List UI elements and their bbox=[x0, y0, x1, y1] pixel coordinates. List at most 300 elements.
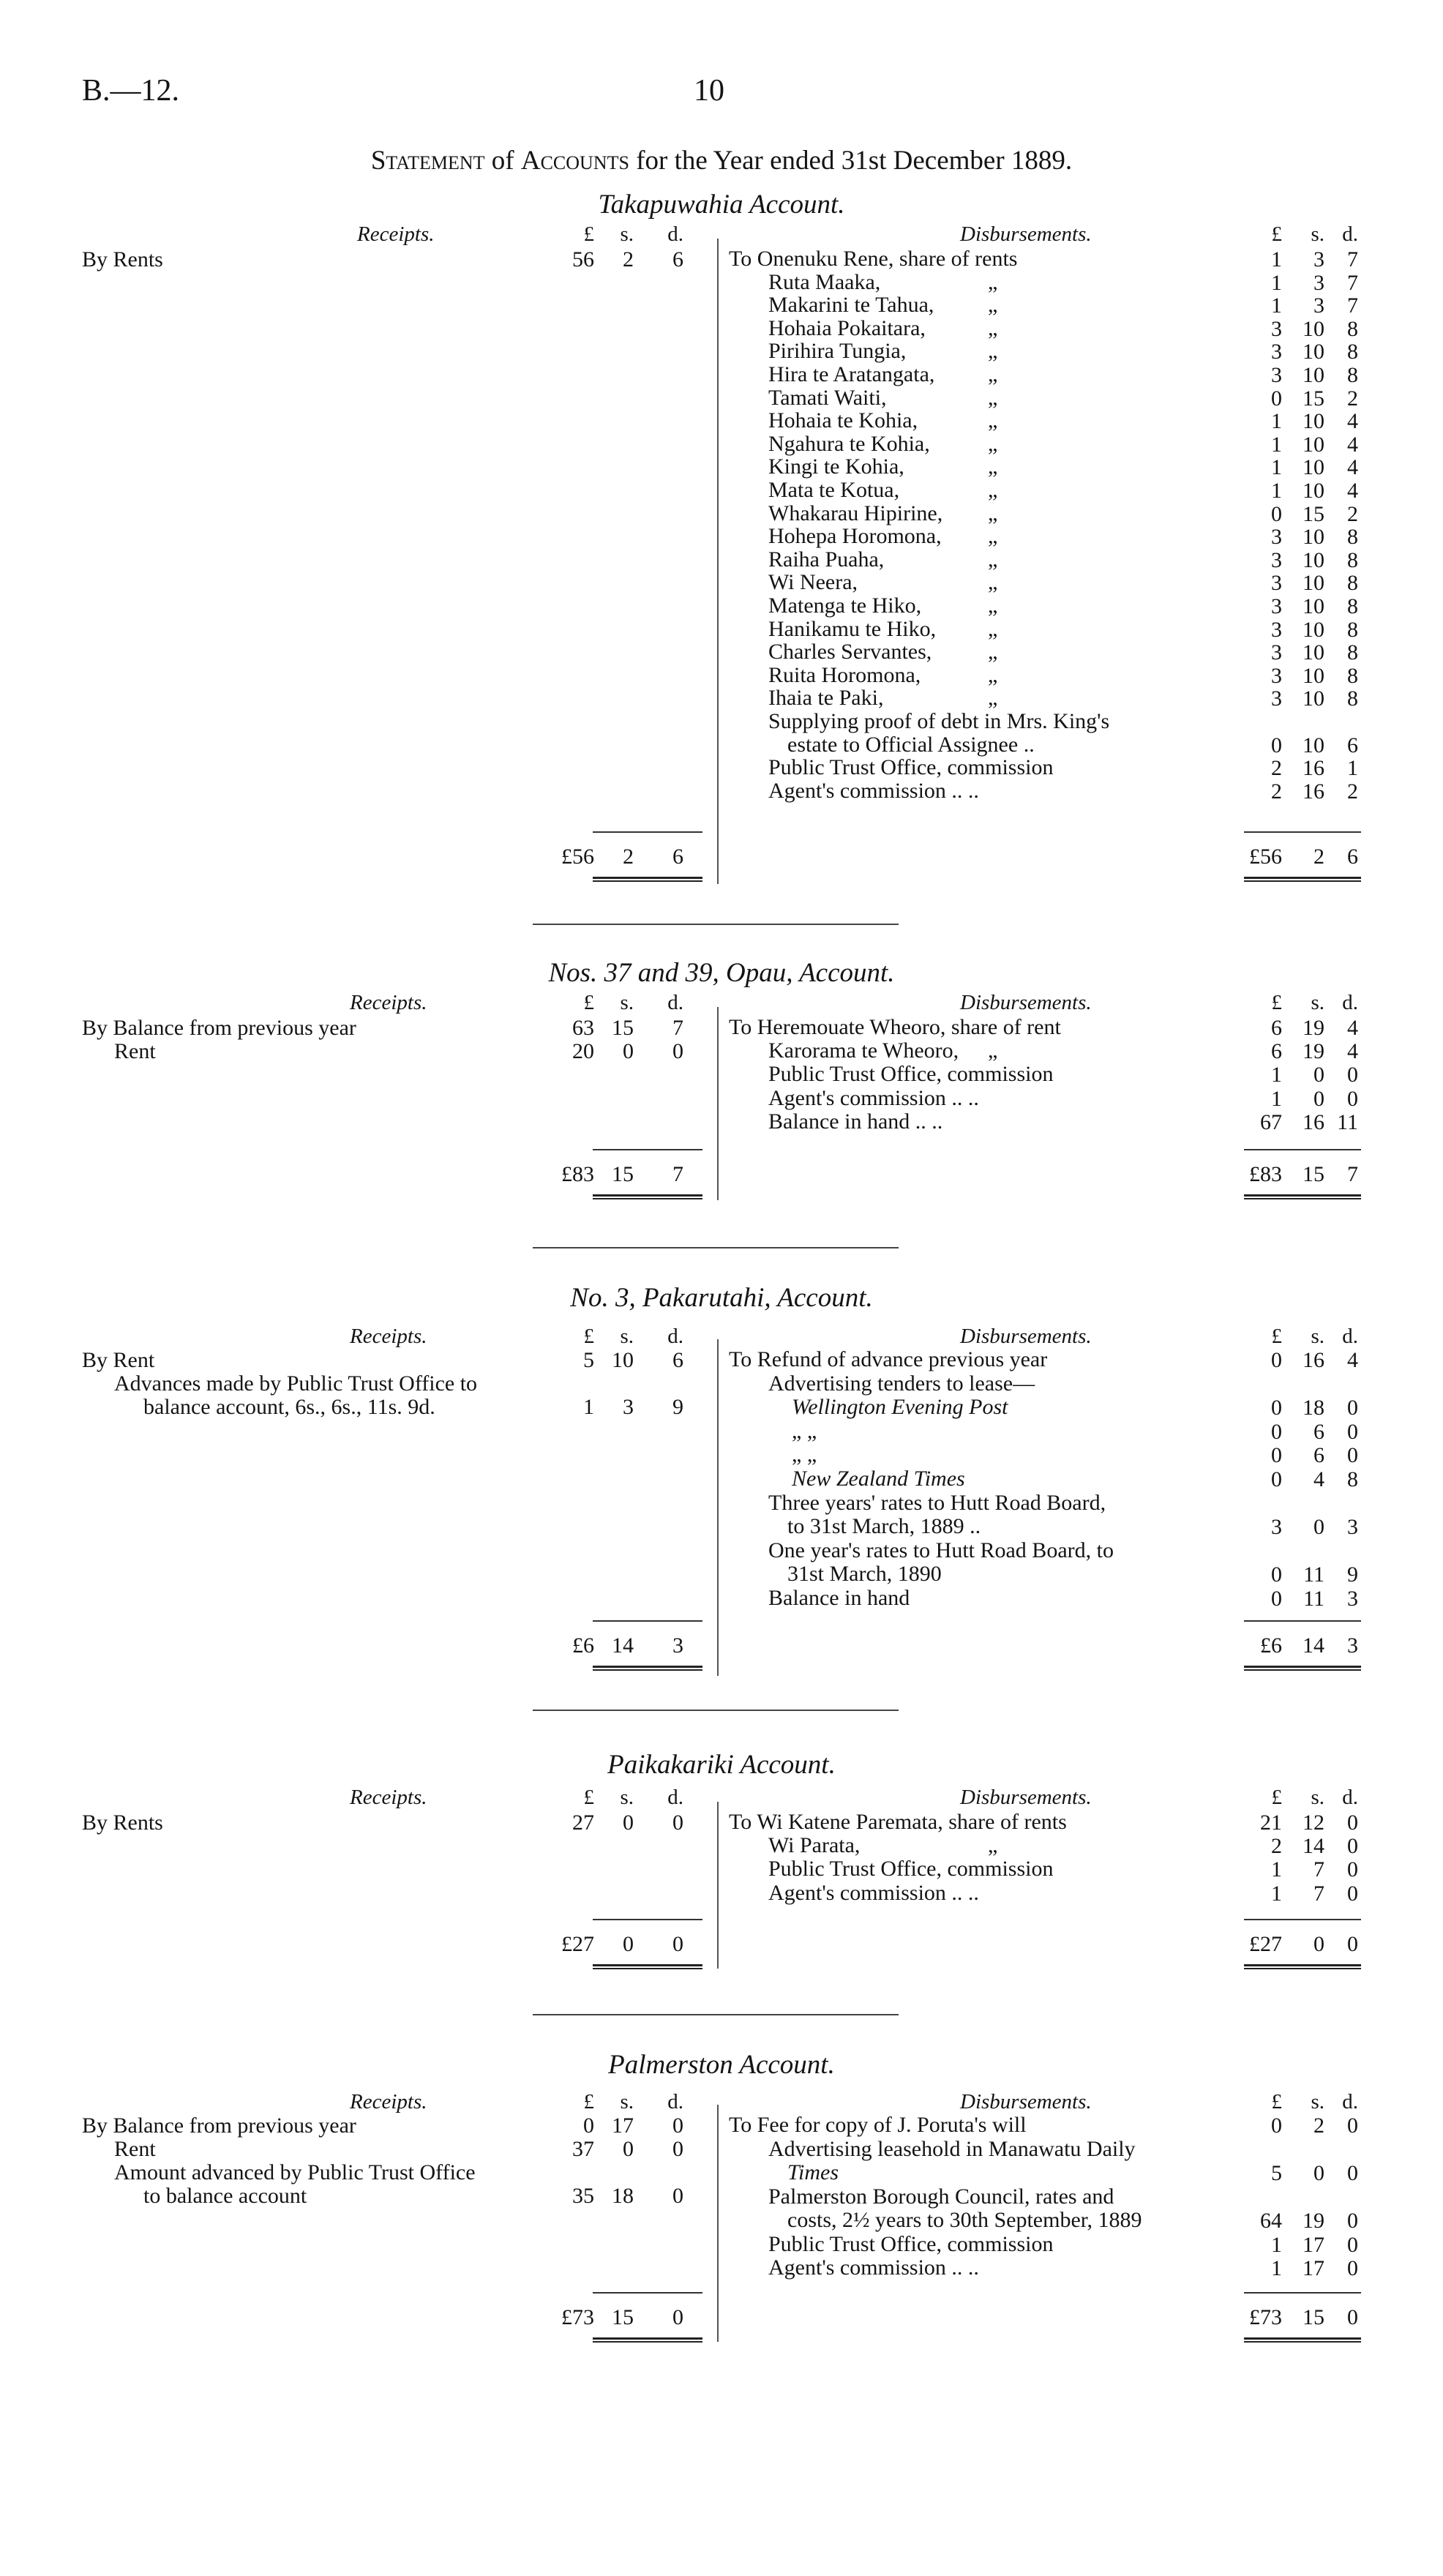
disbursement-row bbox=[729, 1016, 1212, 1039]
disbursement-shillings: 10 bbox=[1303, 663, 1324, 688]
disbursement-row bbox=[729, 1372, 1212, 1396]
disbursement-pence: 8 bbox=[1347, 1467, 1358, 1491]
disbursement-pounds: 67 bbox=[1260, 1109, 1282, 1134]
disbursement-pence: 8 bbox=[1347, 686, 1358, 711]
disbursement-row bbox=[729, 664, 1212, 687]
disbursements-total-pounds: £56 bbox=[1249, 845, 1282, 869]
ditto-mark: „ bbox=[988, 431, 998, 456]
ditto-mark: „ bbox=[988, 686, 998, 711]
disbursement-pounds: 2 bbox=[1271, 779, 1282, 804]
disbursement-pence: 8 bbox=[1347, 316, 1358, 341]
disbursement-row bbox=[729, 1857, 1212, 1881]
ditto-mark: „ bbox=[988, 501, 998, 525]
receipts-header: Receipts. bbox=[357, 222, 435, 246]
disbursement-pounds: 2 bbox=[1271, 1834, 1282, 1859]
disbursement-label: costs, 2½ years to 30th September, 1889 bbox=[787, 2208, 1142, 2232]
disbursement-pence: 0 bbox=[1347, 2113, 1358, 2138]
receipt-pence: 0 bbox=[672, 1039, 683, 1063]
disbursement-row bbox=[729, 1396, 1212, 1419]
receipts-header: Receipts. bbox=[350, 2090, 427, 2113]
disbursement-pounds: 6 bbox=[1271, 1016, 1282, 1040]
shilling-symbol: s. bbox=[620, 1325, 634, 1348]
disbursement-pence: 4 bbox=[1347, 1348, 1358, 1372]
receipt-pounds: 27 bbox=[572, 1811, 594, 1835]
disbursement-label: Hohaia te Kohia, bbox=[768, 408, 918, 433]
disbursement-label: Agent's commission .. .. bbox=[768, 2255, 979, 2280]
disbursements-total-rule bbox=[1244, 877, 1361, 882]
disbursement-pounds: 3 bbox=[1271, 594, 1282, 618]
disbursement-row bbox=[729, 1348, 1212, 1371]
disbursement-pounds: 1 bbox=[1271, 2256, 1282, 2280]
disbursement-pounds: 0 bbox=[1271, 2113, 1282, 2138]
disbursement-label: „ „ bbox=[792, 1442, 817, 1467]
shilling-symbol: s. bbox=[1311, 222, 1324, 246]
ditto-mark: „ bbox=[988, 616, 998, 641]
disbursement-pounds: 1 bbox=[1271, 409, 1282, 434]
disbursements-header: Disbursements. bbox=[960, 2090, 1092, 2113]
disbursements-total-pence: 6 bbox=[1347, 845, 1358, 869]
receipt-shillings: 2 bbox=[623, 247, 634, 272]
disbursement-shillings: 10 bbox=[1303, 594, 1324, 618]
disbursement-pounds: 64 bbox=[1260, 2209, 1282, 2233]
receipts-header: Receipts. bbox=[350, 991, 427, 1014]
disbursement-pence: 0 bbox=[1347, 1834, 1358, 1859]
disbursements-total-pence: 7 bbox=[1347, 1162, 1358, 1186]
receipt-shillings: 0 bbox=[623, 1039, 634, 1063]
receipt-pence: 0 bbox=[672, 1811, 683, 1835]
disbursement-pounds: 3 bbox=[1271, 1515, 1282, 1540]
receipts-total-shillings: 15 bbox=[612, 1162, 634, 1186]
disbursement-label: To Fee for copy of J. Poruta's will bbox=[729, 2113, 1027, 2137]
document-code: B.—12. bbox=[82, 74, 180, 108]
disbursement-shillings: 10 bbox=[1303, 686, 1324, 711]
ditto-mark: „ bbox=[988, 662, 998, 687]
disbursement-shillings: 6 bbox=[1313, 1443, 1324, 1468]
receipts-subtotal-rule bbox=[593, 1149, 702, 1150]
disbursement-row bbox=[729, 1420, 1212, 1443]
disbursement-row bbox=[729, 1562, 1212, 1586]
disbursement-label: Public Trust Office, commission bbox=[768, 1062, 1054, 1087]
disbursement-pence: 2 bbox=[1347, 779, 1358, 804]
disbursement-label: Public Trust Office, commission bbox=[768, 755, 1054, 780]
disbursement-row bbox=[729, 571, 1212, 594]
disbursement-shillings: 2 bbox=[1313, 2113, 1324, 2138]
receipts-subtotal-rule bbox=[593, 1620, 702, 1622]
disbursement-shillings: 14 bbox=[1303, 1834, 1324, 1859]
disbursement-shillings: 19 bbox=[1303, 1016, 1324, 1040]
receipt-shillings: 10 bbox=[612, 1348, 634, 1372]
disbursement-pence: 0 bbox=[1347, 2232, 1358, 2257]
disbursement-pence: 1 bbox=[1347, 756, 1358, 781]
disbursement-pence: 4 bbox=[1347, 1039, 1358, 1064]
disbursement-row bbox=[729, 317, 1212, 340]
disbursement-label: To Refund of advance previous year bbox=[729, 1347, 1048, 1371]
ditto-mark: „ bbox=[988, 385, 998, 410]
account-title: Palmerston Account. bbox=[608, 2050, 835, 2080]
disbursement-shillings: 7 bbox=[1313, 1881, 1324, 1906]
disbursement-pounds: 3 bbox=[1271, 316, 1282, 341]
ditto-mark: „ bbox=[988, 293, 998, 318]
disbursements-total-rule bbox=[1244, 1194, 1361, 1199]
disbursements-total-rule bbox=[1244, 2337, 1361, 2343]
disbursement-pence: 7 bbox=[1347, 270, 1358, 295]
receipt-pounds: 37 bbox=[572, 2137, 594, 2161]
disbursements-header: Disbursements. bbox=[960, 991, 1092, 1014]
disbursement-row bbox=[729, 1467, 1212, 1491]
receipt-label: By Balance from previous year bbox=[82, 1016, 356, 1040]
disbursement-label: Ngahura te Kohia, bbox=[768, 431, 930, 456]
receipt-pounds: 5 bbox=[583, 1348, 594, 1372]
shilling-symbol: s. bbox=[620, 991, 634, 1014]
disbursement-label: Hira te Aratangata, bbox=[768, 362, 935, 386]
disbursement-shillings: 10 bbox=[1303, 525, 1324, 550]
disbursement-shillings: 10 bbox=[1303, 733, 1324, 757]
disbursements-subtotal-rule bbox=[1244, 1919, 1361, 1920]
disbursement-pence: 8 bbox=[1347, 340, 1358, 364]
receipts-total-rule bbox=[593, 2337, 702, 2343]
disbursement-label: estate to Official Assignee .. bbox=[787, 732, 1035, 757]
pound-symbol: £ bbox=[1271, 1325, 1282, 1348]
receipt-label: balance account, 6s., 6s., 11s. 9d. bbox=[143, 1395, 435, 1419]
disbursement-label: Times bbox=[787, 2160, 839, 2184]
disbursement-row bbox=[729, 455, 1212, 479]
receipts-subtotal-rule bbox=[593, 2292, 702, 2294]
pound-symbol: £ bbox=[583, 2090, 594, 2113]
disbursement-row bbox=[729, 1811, 1212, 1834]
pence-symbol: d. bbox=[1342, 2090, 1358, 2113]
pence-symbol: d. bbox=[667, 2090, 683, 2113]
disbursement-row bbox=[729, 1063, 1212, 1086]
section-separator bbox=[533, 924, 899, 925]
column-rule bbox=[717, 1007, 719, 1200]
receipts-total-rule bbox=[593, 877, 702, 882]
receipt-shillings: 3 bbox=[623, 1395, 634, 1419]
disbursement-shillings: 10 bbox=[1303, 409, 1324, 434]
disbursement-pounds: 1 bbox=[1271, 293, 1282, 318]
disbursement-pence: 3 bbox=[1347, 1587, 1358, 1611]
shilling-symbol: s. bbox=[1311, 2090, 1324, 2113]
disbursement-pounds: 0 bbox=[1271, 386, 1282, 411]
disbursement-pounds: 0 bbox=[1271, 733, 1282, 757]
disbursement-row bbox=[729, 2113, 1212, 2137]
disbursement-label: Balance in hand .. .. bbox=[768, 1109, 943, 1134]
disbursements-header: Disbursements. bbox=[960, 1325, 1092, 1348]
disbursements-total-pence: 3 bbox=[1347, 1633, 1358, 1658]
disbursement-shillings: 10 bbox=[1303, 479, 1324, 503]
pound-symbol: £ bbox=[1271, 991, 1282, 1014]
disbursements-total-shillings: 15 bbox=[1303, 2305, 1324, 2329]
disbursement-label: Tamati Waiti, bbox=[768, 385, 887, 410]
column-rule bbox=[717, 2105, 719, 2342]
disbursement-row bbox=[729, 2138, 1212, 2161]
receipts-total-pounds: £6 bbox=[572, 1633, 594, 1658]
disbursement-pounds: 21 bbox=[1260, 1811, 1282, 1835]
disbursement-label: Mata te Kotua, bbox=[768, 478, 900, 502]
disbursement-shillings: 10 bbox=[1303, 316, 1324, 341]
receipt-shillings: 18 bbox=[612, 2184, 634, 2208]
disbursement-pounds: 1 bbox=[1271, 247, 1282, 272]
title-word-statement: Statement bbox=[370, 146, 485, 176]
receipt-shillings: 0 bbox=[623, 1811, 634, 1835]
disbursement-pence: 2 bbox=[1347, 501, 1358, 526]
disbursement-label: New Zealand Times bbox=[792, 1467, 965, 1491]
disbursement-row bbox=[729, 779, 1212, 803]
receipt-pence: 0 bbox=[672, 2184, 683, 2208]
disbursement-pounds: 2 bbox=[1271, 756, 1282, 781]
ditto-mark: „ bbox=[988, 339, 998, 364]
column-rule bbox=[717, 1802, 719, 1969]
pence-symbol: d. bbox=[1342, 1325, 1358, 1348]
disbursement-label: Three years' rates to Hutt Road Board, bbox=[768, 1490, 1106, 1515]
disbursement-pounds: 0 bbox=[1271, 1587, 1282, 1611]
disbursement-pence: 8 bbox=[1347, 640, 1358, 665]
disbursement-pence: 0 bbox=[1347, 1396, 1358, 1420]
ditto-mark: „ bbox=[988, 1038, 998, 1063]
disbursement-shillings: 10 bbox=[1303, 363, 1324, 387]
disbursement-pounds: 3 bbox=[1271, 340, 1282, 364]
disbursement-label: Agent's commission .. .. bbox=[768, 1880, 979, 1905]
disbursement-label: To Heremouate Wheoro, share of rent bbox=[729, 1015, 1061, 1039]
column-rule bbox=[717, 239, 719, 884]
disbursement-shillings: 0 bbox=[1313, 1515, 1324, 1540]
disbursement-pounds: 0 bbox=[1271, 1396, 1282, 1420]
disbursement-pence: 8 bbox=[1347, 594, 1358, 618]
receipt-pounds: 63 bbox=[572, 1016, 594, 1040]
disbursement-row bbox=[729, 618, 1212, 641]
ditto-mark: „ bbox=[988, 524, 998, 549]
receipt-label: Rent bbox=[114, 1039, 156, 1063]
disbursement-row bbox=[729, 594, 1212, 618]
disbursement-pence: 7 bbox=[1347, 247, 1358, 272]
disbursement-shillings: 6 bbox=[1313, 1419, 1324, 1444]
disbursements-total-pence: 0 bbox=[1347, 2305, 1358, 2329]
ditto-mark: „ bbox=[988, 1833, 998, 1858]
disbursement-label: One year's rates to Hutt Road Board, to bbox=[768, 1538, 1114, 1562]
disbursements-subtotal-rule bbox=[1244, 831, 1361, 833]
disbursement-shillings: 11 bbox=[1303, 1587, 1324, 1611]
disbursement-shillings: 17 bbox=[1303, 2256, 1324, 2280]
receipt-label: By Rents bbox=[82, 247, 163, 272]
receipts-total-pounds: £83 bbox=[561, 1162, 594, 1186]
disbursement-pence: 8 bbox=[1347, 525, 1358, 550]
disbursement-shillings: 16 bbox=[1303, 1348, 1324, 1372]
disbursement-label: Makarini te Tahua, bbox=[768, 293, 934, 318]
receipts-total-rule bbox=[593, 1194, 702, 1199]
receipt-pounds: 35 bbox=[572, 2184, 594, 2208]
pence-symbol: d. bbox=[667, 991, 683, 1014]
disbursement-pence: 0 bbox=[1347, 1811, 1358, 1835]
disbursement-pounds: 1 bbox=[1271, 1857, 1282, 1882]
disbursement-label: 31st March, 1890 bbox=[787, 1562, 942, 1587]
ditto-mark: „ bbox=[988, 570, 998, 595]
disbursement-label: Ihaia te Paki, bbox=[768, 686, 884, 711]
disbursement-row bbox=[729, 1834, 1212, 1857]
disbursements-header: Disbursements. bbox=[960, 1786, 1092, 1809]
disbursement-row bbox=[729, 247, 1212, 271]
receipt-pence: 6 bbox=[672, 247, 683, 272]
receipts-header: Receipts. bbox=[350, 1786, 427, 1809]
disbursement-pence: 0 bbox=[1347, 1881, 1358, 1906]
disbursement-label: Public Trust Office, commission bbox=[768, 2231, 1054, 2256]
disbursement-row bbox=[729, 1515, 1212, 1538]
disbursement-pence: 3 bbox=[1347, 1515, 1358, 1540]
disbursement-shillings: 0 bbox=[1313, 2161, 1324, 2185]
disbursement-pounds: 3 bbox=[1271, 686, 1282, 711]
disbursement-row bbox=[729, 2256, 1212, 2280]
title-rest: for the Year ended 31st December 1889. bbox=[629, 146, 1073, 176]
receipts-total-pence: 0 bbox=[672, 2305, 683, 2329]
disbursement-label: Charles Servantes, bbox=[768, 640, 932, 664]
disbursement-row bbox=[729, 1882, 1212, 1905]
disbursements-subtotal-rule bbox=[1244, 2292, 1361, 2294]
pence-symbol: d. bbox=[667, 1325, 683, 1348]
receipt-pounds: 0 bbox=[583, 2113, 594, 2138]
disbursement-pounds: 1 bbox=[1271, 1086, 1282, 1111]
pence-symbol: d. bbox=[1342, 991, 1358, 1014]
receipt-pounds: 20 bbox=[572, 1039, 594, 1063]
disbursement-shillings: 3 bbox=[1313, 293, 1324, 318]
section-separator bbox=[533, 2014, 899, 2015]
pence-symbol: d. bbox=[667, 1786, 683, 1809]
disbursement-pence: 7 bbox=[1347, 293, 1358, 318]
receipts-total-pence: 7 bbox=[672, 1162, 683, 1186]
disbursement-pence: 6 bbox=[1347, 733, 1358, 757]
disbursement-label: to 31st March, 1889 .. bbox=[787, 1514, 981, 1539]
pound-symbol: £ bbox=[583, 1786, 594, 1809]
disbursement-label: Hohaia Pokaitara, bbox=[768, 315, 926, 340]
disbursement-label: Kingi te Kohia, bbox=[768, 454, 904, 479]
disbursement-pounds: 1 bbox=[1271, 270, 1282, 295]
receipt-label: By Rent bbox=[82, 1348, 155, 1372]
disbursement-label: Karorama te Wheoro, bbox=[768, 1038, 959, 1063]
disbursement-pounds: 0 bbox=[1271, 1348, 1282, 1372]
title-word-accounts: Accounts bbox=[520, 146, 629, 176]
disbursement-shillings: 19 bbox=[1303, 2209, 1324, 2233]
disbursement-row bbox=[729, 686, 1212, 710]
disbursements-total-pence: 0 bbox=[1347, 1932, 1358, 1956]
disbursements-total-shillings: 2 bbox=[1313, 845, 1324, 869]
disbursement-row bbox=[729, 2161, 1212, 2184]
account-title: Nos. 37 and 39, Opau, Account. bbox=[548, 958, 895, 988]
disbursement-shillings: 4 bbox=[1313, 1467, 1324, 1491]
disbursement-row bbox=[729, 710, 1212, 733]
disbursement-pounds: 0 bbox=[1271, 1419, 1282, 1444]
disbursement-label: Whakarau Hipirine, bbox=[768, 501, 943, 525]
disbursement-pounds: 3 bbox=[1271, 547, 1282, 572]
receipts-total-pounds: £73 bbox=[561, 2305, 594, 2329]
disbursement-pence: 2 bbox=[1347, 386, 1358, 411]
shilling-symbol: s. bbox=[1311, 1786, 1324, 1809]
disbursement-shillings: 18 bbox=[1303, 1396, 1324, 1420]
disbursement-row bbox=[729, 1491, 1212, 1515]
section-separator bbox=[533, 1710, 899, 1711]
pound-symbol: £ bbox=[583, 222, 594, 246]
disbursement-row bbox=[729, 2233, 1212, 2256]
disbursement-row bbox=[729, 433, 1212, 456]
disbursement-pence: 0 bbox=[1347, 1857, 1358, 1882]
disbursement-pounds: 6 bbox=[1271, 1039, 1282, 1064]
disbursements-subtotal-rule bbox=[1244, 1149, 1361, 1150]
disbursement-shillings: 19 bbox=[1303, 1039, 1324, 1064]
disbursement-shillings: 11 bbox=[1303, 1562, 1324, 1587]
disbursement-pounds: 1 bbox=[1271, 455, 1282, 480]
disbursement-pence: 0 bbox=[1347, 2209, 1358, 2233]
receipts-total-pence: 0 bbox=[672, 1932, 683, 1956]
disbursement-row bbox=[729, 1587, 1212, 1610]
disbursement-shillings: 3 bbox=[1313, 247, 1324, 272]
disbursement-pence: 9 bbox=[1347, 1562, 1358, 1587]
pound-symbol: £ bbox=[1271, 1786, 1282, 1809]
disbursement-row bbox=[729, 271, 1212, 294]
disbursement-label: „ „ bbox=[792, 1418, 817, 1443]
disbursement-pounds: 1 bbox=[1271, 432, 1282, 457]
disbursement-label: Palmerston Borough Council, rates and bbox=[768, 2184, 1114, 2209]
receipts-total-pounds: £56 bbox=[561, 845, 594, 869]
disbursement-pounds: 0 bbox=[1271, 501, 1282, 526]
disbursement-pence: 4 bbox=[1347, 479, 1358, 503]
receipt-label: Amount advanced by Public Trust Office bbox=[114, 2160, 476, 2184]
disbursement-pence: 4 bbox=[1347, 455, 1358, 480]
disbursement-pounds: 3 bbox=[1271, 663, 1282, 688]
disbursement-row bbox=[729, 1087, 1212, 1110]
disbursement-pounds: 3 bbox=[1271, 617, 1282, 642]
receipt-pence: 0 bbox=[672, 2113, 683, 2138]
pence-symbol: d. bbox=[667, 222, 683, 246]
disbursement-row bbox=[729, 340, 1212, 363]
receipts-subtotal-rule bbox=[593, 1919, 702, 1920]
receipts-total-shillings: 15 bbox=[612, 2305, 634, 2329]
disbursement-label: To Onenuku Rene, share of rents bbox=[729, 247, 1018, 271]
pence-symbol: d. bbox=[1342, 222, 1358, 246]
disbursements-total-pounds: £73 bbox=[1249, 2305, 1282, 2329]
disbursement-pence: 0 bbox=[1347, 2161, 1358, 2185]
receipt-pence: 6 bbox=[672, 1348, 683, 1372]
disbursement-pounds: 1 bbox=[1271, 2232, 1282, 2257]
disbursement-shillings: 15 bbox=[1303, 501, 1324, 526]
disbursement-row bbox=[729, 733, 1212, 757]
receipts-total-pence: 6 bbox=[672, 845, 683, 869]
disbursement-label: Agent's commission .. .. bbox=[768, 778, 979, 803]
disbursement-row bbox=[729, 363, 1212, 386]
disbursement-pence: 8 bbox=[1347, 547, 1358, 572]
ditto-mark: „ bbox=[988, 408, 998, 433]
disbursement-shillings: 0 bbox=[1313, 1086, 1324, 1111]
disbursement-pounds: 3 bbox=[1271, 363, 1282, 387]
receipt-pence: 7 bbox=[672, 1016, 683, 1040]
disbursement-label: Pirihira Tungia, bbox=[768, 339, 907, 364]
disbursement-row bbox=[729, 502, 1212, 525]
receipts-total-pence: 3 bbox=[672, 1633, 683, 1658]
receipt-row bbox=[82, 1371, 609, 1396]
receipt-label: Rent bbox=[114, 2137, 156, 2161]
disbursement-shillings: 16 bbox=[1303, 779, 1324, 804]
shilling-symbol: s. bbox=[620, 222, 634, 246]
disbursement-pounds: 0 bbox=[1271, 1562, 1282, 1587]
disbursement-label: Wellington Evening Post bbox=[792, 1395, 1008, 1420]
disbursement-pence: 0 bbox=[1347, 1086, 1358, 1111]
receipts-total-shillings: 14 bbox=[612, 1633, 634, 1658]
disbursement-label: Agent's commission .. .. bbox=[768, 1085, 979, 1110]
disbursement-row bbox=[729, 2185, 1212, 2209]
receipt-label: Advances made by Public Trust Office to bbox=[114, 1371, 478, 1396]
receipts-total-rule bbox=[593, 1666, 702, 1671]
shilling-symbol: s. bbox=[620, 1786, 634, 1809]
receipt-shillings: 0 bbox=[623, 2137, 634, 2161]
receipt-pence: 0 bbox=[672, 2137, 683, 2161]
disbursement-label: Ruta Maaka, bbox=[768, 269, 881, 294]
disbursement-pence: 0 bbox=[1347, 1419, 1358, 1444]
disbursement-shillings: 10 bbox=[1303, 617, 1324, 642]
